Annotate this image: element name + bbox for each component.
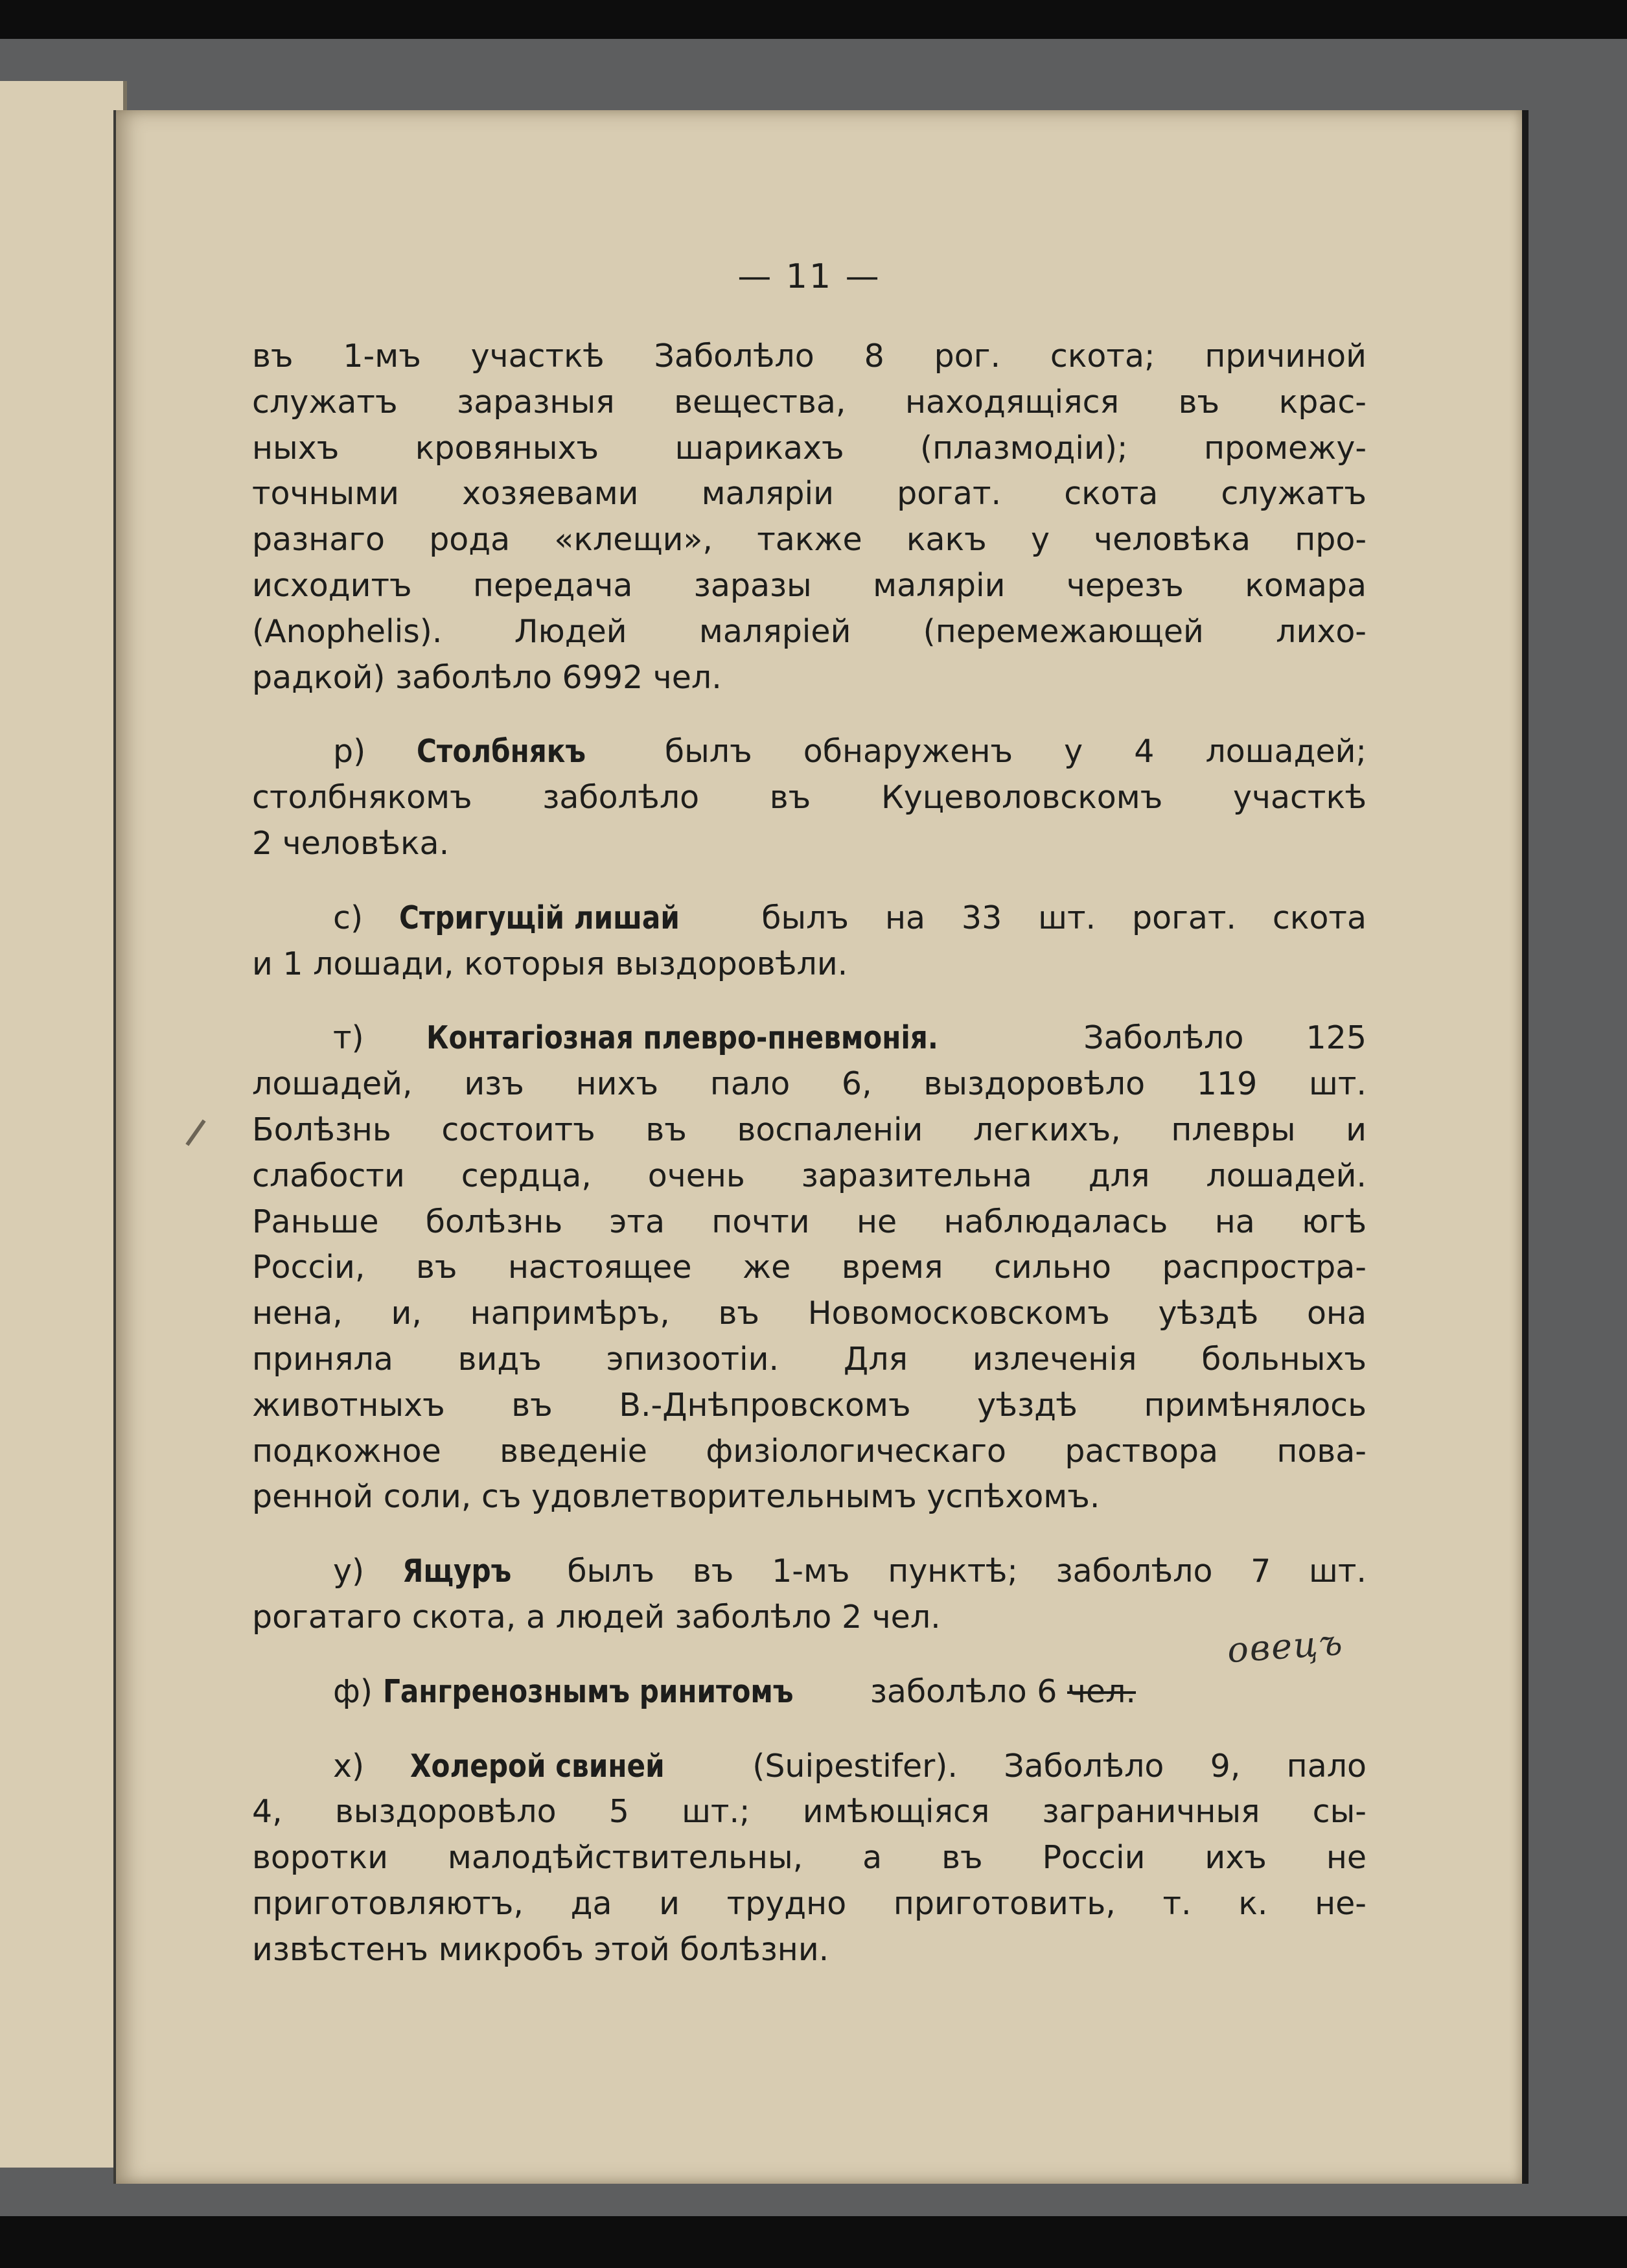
item-letter: ф) (333, 1672, 373, 1710)
handwritten-correction: овецъ (1225, 1621, 1345, 1671)
text-segment: заболѣло 6 (870, 1672, 1057, 1710)
text-line: Болѣзнь состоитъ въ воспаленіи легкихъ, плевры и (252, 1111, 1367, 1148)
text-line: приготовляютъ, да и трудно приготовить, т. к. не- (252, 1884, 1367, 1922)
text-line: служатъ заразныя вещества, находящіяся въ крас- (252, 383, 1367, 421)
text-line: воротки малодѣйствительны, а въ Россіи ихъ не (252, 1839, 1367, 1877)
item-heading: Стригущій лишай (398, 899, 680, 936)
item-letter: т) (333, 1019, 364, 1057)
struck-text: чел. (1067, 1672, 1137, 1710)
page-number: — 11 — (737, 257, 881, 296)
text-line: столбнякомъ заболѣло въ Куцеволовскомъ участкѣ (252, 779, 1367, 816)
text-line: рогатаго скота, а людей заболѣло 2 чел. (252, 1598, 941, 1636)
text-line: Раньше болѣзнь эта почти не наблюдалась на югѣ (252, 1203, 1367, 1240)
paragraph-kholera (252, 1744, 1367, 1790)
text-line: ренной соли, съ удовлетворительнымъ успѣхомъ. (252, 1478, 1100, 1516)
text-line: въ 1-мъ участкѣ Заболѣло 8 рог. скота; причиной (252, 338, 1367, 375)
paragraph-rinit (252, 1621, 1367, 1715)
text-line: (Anophelis). Людей малярiей (перемежающей лихо- (252, 612, 1367, 650)
text-line: лошадей, изъ нихъ пало 6, выздоровѣло 119 шт. (252, 1065, 1367, 1103)
text-line: и 1 лошади, которыя выздоровѣли. (252, 945, 848, 982)
body-text (252, 334, 1367, 1973)
text-line: извѣстенъ микробъ этой болѣзни. (252, 1930, 829, 1968)
book-page (113, 110, 1529, 2184)
item-letter: р) (333, 733, 366, 770)
text-line: радкой) заболѣло 6992 чел. (252, 658, 722, 696)
text-line: приняла видъ эпизоотіи. Для излеченія больныхъ (252, 1340, 1367, 1378)
text-segment: былъ обнаруженъ у 4 лошадей; (664, 733, 1367, 770)
text-line: исходитъ передача заразы маляріи черезъ комара (252, 566, 1367, 604)
paragraph-stolbnyak (252, 729, 1367, 775)
item-heading: Гангренознымъ ринитомъ (382, 1672, 794, 1710)
item-heading: Холерой свиней (410, 1747, 665, 1785)
item-letter: у) (333, 1553, 365, 1590)
item-heading: Ящуръ (402, 1553, 512, 1590)
paragraph-pleuropneumonia (252, 1015, 1367, 1061)
text-line: точными хозяевами маляріи рогат. скота служатъ (252, 475, 1367, 513)
item-heading: Контагіозная плевро-пневмонія. (426, 1019, 938, 1057)
text-line: животныхъ въ В.-Днѣпровскомъ уѣздѣ примѣнялось (252, 1386, 1367, 1424)
text-line: подкожное введеніе физіологическаго раствора пова- (252, 1432, 1367, 1470)
text-segment: былъ на 33 шт. рогат. скота (761, 899, 1367, 936)
text-line: 2 человѣка. (252, 824, 450, 862)
text-segment: Заболѣло 125 (1083, 1019, 1367, 1057)
item-letter: с) (333, 899, 363, 936)
item-heading: Столбнякъ (417, 733, 586, 770)
paragraph-lishay (252, 896, 1367, 942)
text-line: слабости сердца, очень заразительна для лошадей. (252, 1157, 1367, 1194)
text-line: 4, выздоровѣло 5 шт.; имѣющіяся заграничныя сы- (252, 1793, 1367, 1831)
left-page-edge (0, 81, 127, 2168)
text-segment: (Suipestifer). Заболѣло 9, пало (752, 1747, 1367, 1785)
text-line: Россіи, въ настоящее же время сильно распростра- (252, 1249, 1367, 1286)
text-line: разнаго рода «клещи», также какъ у человѣка про- (252, 521, 1367, 559)
margin-pencil-mark (185, 1119, 205, 1146)
text-line: ныхъ кровяныхъ шарикахъ (плазмодіи); промежу- (252, 429, 1367, 467)
text-segment: былъ въ 1-мъ пунктѣ; заболѣло 7 шт. (567, 1553, 1367, 1590)
paragraph-yashchur (252, 1549, 1367, 1595)
text-line: нена, и, напримѣръ, въ Новомосковскомъ уѣздѣ она (252, 1295, 1367, 1332)
item-letter: х) (333, 1747, 365, 1785)
